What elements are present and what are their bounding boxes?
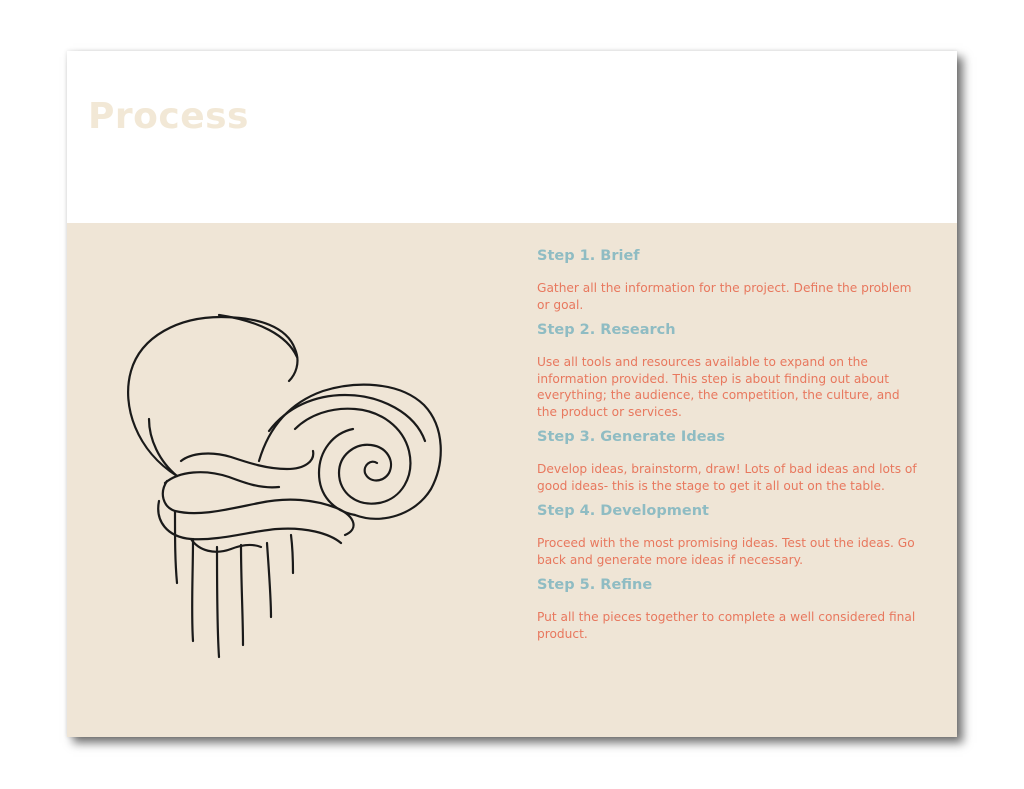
step-brief	[537, 247, 917, 313]
step-title: Step 4. Development	[537, 503, 709, 519]
ionic-column-capital-sketch-icon	[119, 311, 449, 663]
step-title: Step 5. Refine	[537, 577, 653, 593]
step-description: Gather all the information for the project. Define the problem or goal.	[537, 281, 912, 312]
step-description: Put all the pieces together to complete a well considered final product.	[537, 610, 916, 641]
slide-body	[67, 223, 957, 737]
step-refine	[537, 576, 917, 642]
page-title: Process	[88, 96, 249, 137]
step-generate-ideas	[537, 428, 917, 494]
step-research	[537, 321, 917, 420]
step-title: Step 1. Brief	[537, 248, 640, 264]
step-title: Step 2. Research	[537, 322, 676, 338]
step-description: Proceed with the most promising ideas. Test out the ideas. Go back and generate more ideas if necessary.	[537, 536, 915, 567]
step-development	[537, 502, 917, 568]
slide-header	[67, 51, 957, 223]
slide	[67, 51, 957, 737]
step-title: Step 3. Generate Ideas	[537, 429, 725, 445]
step-description: Develop ideas, brainstorm, draw! Lots of bad ideas and lots of good ideas- this is the stage to get it all out on the table.	[537, 462, 917, 493]
process-steps	[537, 247, 917, 650]
step-description: Use all tools and resources available to expand on the information provided. This step is about finding out about everything; the audience, the competition, the culture, and the product or services.	[537, 355, 900, 419]
